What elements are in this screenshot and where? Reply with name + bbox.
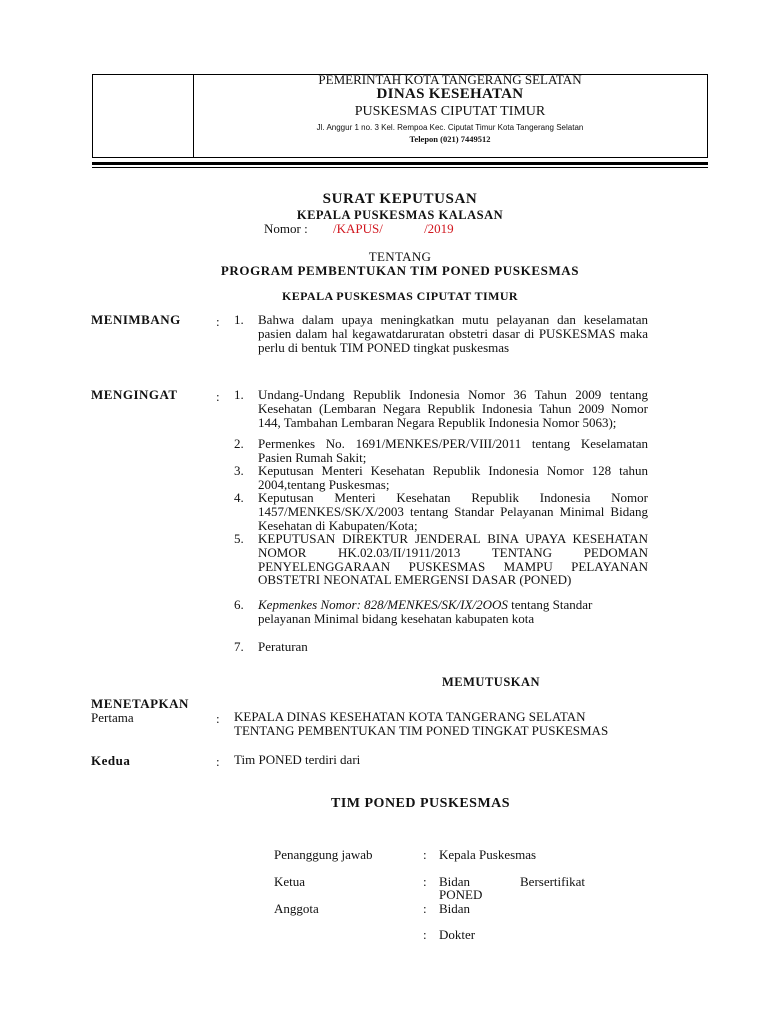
number-code: /KAPUS/ xyxy=(332,221,383,236)
item-number: 1. xyxy=(234,387,244,402)
item-number: 3. xyxy=(234,463,244,478)
number-label: Nomor : xyxy=(264,221,308,236)
item-number: 6. xyxy=(234,597,244,612)
team-title: TIM PONED PUSKESMAS xyxy=(331,796,511,811)
logo-cell xyxy=(93,75,194,157)
team-role: Penanggung jawab xyxy=(274,847,373,862)
item-text: Bahwa dalam upaya meningkatkan mutu pelayanan dan keselamatan pasien dalam hal kegawatdaruratan obstetri dasar di PUSKESMAS maka perlu di bentuk TIM PONED tingkat puskesmas xyxy=(258,312,648,355)
item-number: 4. xyxy=(234,490,244,505)
item-text-rest: tentang Standar pelayanan Minimal bidang kesehatan kabupaten kota xyxy=(258,597,593,626)
pertama-label: Pertama xyxy=(91,710,134,725)
team-colon: : xyxy=(423,927,427,942)
team-value: Dokter xyxy=(439,927,476,942)
header-address: Jl. Anggur 1 no. 3 Kel. Rempoa Kec. Ciputat Timur Kota Tangerang Selatan xyxy=(316,123,584,132)
item-text: KEPUTUSAN DIREKTUR JENDERAL BINA UPAYA KESEHATAN NOMOR HK.02.03/II/1911/2013 TENTANG PEDOMAN PENYELENGGARAAN PUSKESMAS MAMPU PELAYANAN OBSTETRI NEONATAL EMERGENSI DASAR (PONED) xyxy=(258,531,648,588)
header-agency: DINAS KESEHATAN xyxy=(376,86,524,102)
header-government: PEMERINTAH KOTA TANGERANG SELATAN xyxy=(318,72,582,87)
team-colon: : xyxy=(423,901,427,916)
item-text: Undang-Undang Republik Indonesia Nomor 36 Tahun 2009 tentang Kesehatan (Lembaran Negara Republik Indonesia Tahun 2009 Nomor 144, Tambahan Lembaran Negara Republik Indonesia Nomor 5063); xyxy=(258,387,648,430)
team-role: Anggota xyxy=(274,901,319,916)
item-text-italic: Kepmenkes Nomor: 828/MENKES/SK/IX/2OOS xyxy=(258,597,508,612)
item-number: 5. xyxy=(234,531,244,546)
pertama-text: KEPALA DINAS KESEHATAN KOTA TANGERANG SELATAN TENTANG PEMBENTUKAN TIM PONED TINGKAT PUSKESMAS xyxy=(234,709,609,738)
team-value: Bidan xyxy=(439,874,471,889)
item-number: 7. xyxy=(234,639,244,654)
issuer-heading: KEPALA PUSKESMAS CIPUTAT TIMUR xyxy=(282,289,518,303)
team-role: Ketua xyxy=(274,874,306,889)
header-phone: Telepon (021) 7449512 xyxy=(409,134,491,144)
document-title: SURAT KEPUTUSAN xyxy=(322,191,478,207)
mengingat-label: MENGINGAT xyxy=(91,387,178,402)
item-number: 1. xyxy=(234,312,244,327)
mengingat-colon: : xyxy=(216,389,220,404)
header-unit: PUSKESMAS CIPUTAT TIMUR xyxy=(354,104,546,119)
number-year: /2019 xyxy=(424,221,454,236)
header-rule-thick xyxy=(92,162,708,165)
pertama-colon: : xyxy=(216,711,220,726)
item-text xyxy=(258,598,648,626)
team-value-2: Bersertifikat xyxy=(520,874,585,889)
team-value-3: PONED xyxy=(439,887,483,902)
menimbang-label: MENIMBANG xyxy=(91,312,181,327)
kedua-text: Tim PONED terdiri dari xyxy=(234,752,361,767)
menimbang-colon: : xyxy=(216,314,220,329)
number-line xyxy=(264,221,454,237)
team-value: Bidan xyxy=(439,901,471,916)
item-text: Keputusan Menteri Kesehatan Republik Indonesia Nomor 128 tahun 2004,tentang Puskesmas; xyxy=(258,463,648,492)
menetapkan-label: MENETAPKAN xyxy=(91,696,189,711)
item-text: Keputusan Menteri Kesehatan Republik Indonesia Nomor 1457/MENKES/SK/X/2003 tentang Standar Pelayanan Minimal Bidang Kesehatan di Kabupaten/Kota; xyxy=(258,490,648,533)
memutuskan-heading: MEMUTUSKAN xyxy=(442,675,541,689)
item-text: Permenkes No. 1691/MENKES/PER/VIII/2011 tentang Keselamatan Pasien Rumah Sakit; xyxy=(258,436,648,465)
team-value: Kepala Puskesmas xyxy=(439,847,537,862)
header-rule-thin xyxy=(92,167,708,168)
tentang-heading: TENTANG xyxy=(368,249,432,264)
item-number: 2. xyxy=(234,436,244,451)
kedua-label: Kedua xyxy=(91,753,131,768)
kedua-colon: : xyxy=(216,754,220,769)
team-colon: : xyxy=(423,874,427,889)
subject-heading: PROGRAM PEMBENTUKAN TIM PONED PUSKESMAS xyxy=(220,263,580,278)
document-subtitle: KEPALA PUSKESMAS KALASAN xyxy=(296,208,504,222)
team-colon: : xyxy=(423,847,427,862)
item-text: Peraturan xyxy=(258,639,308,654)
